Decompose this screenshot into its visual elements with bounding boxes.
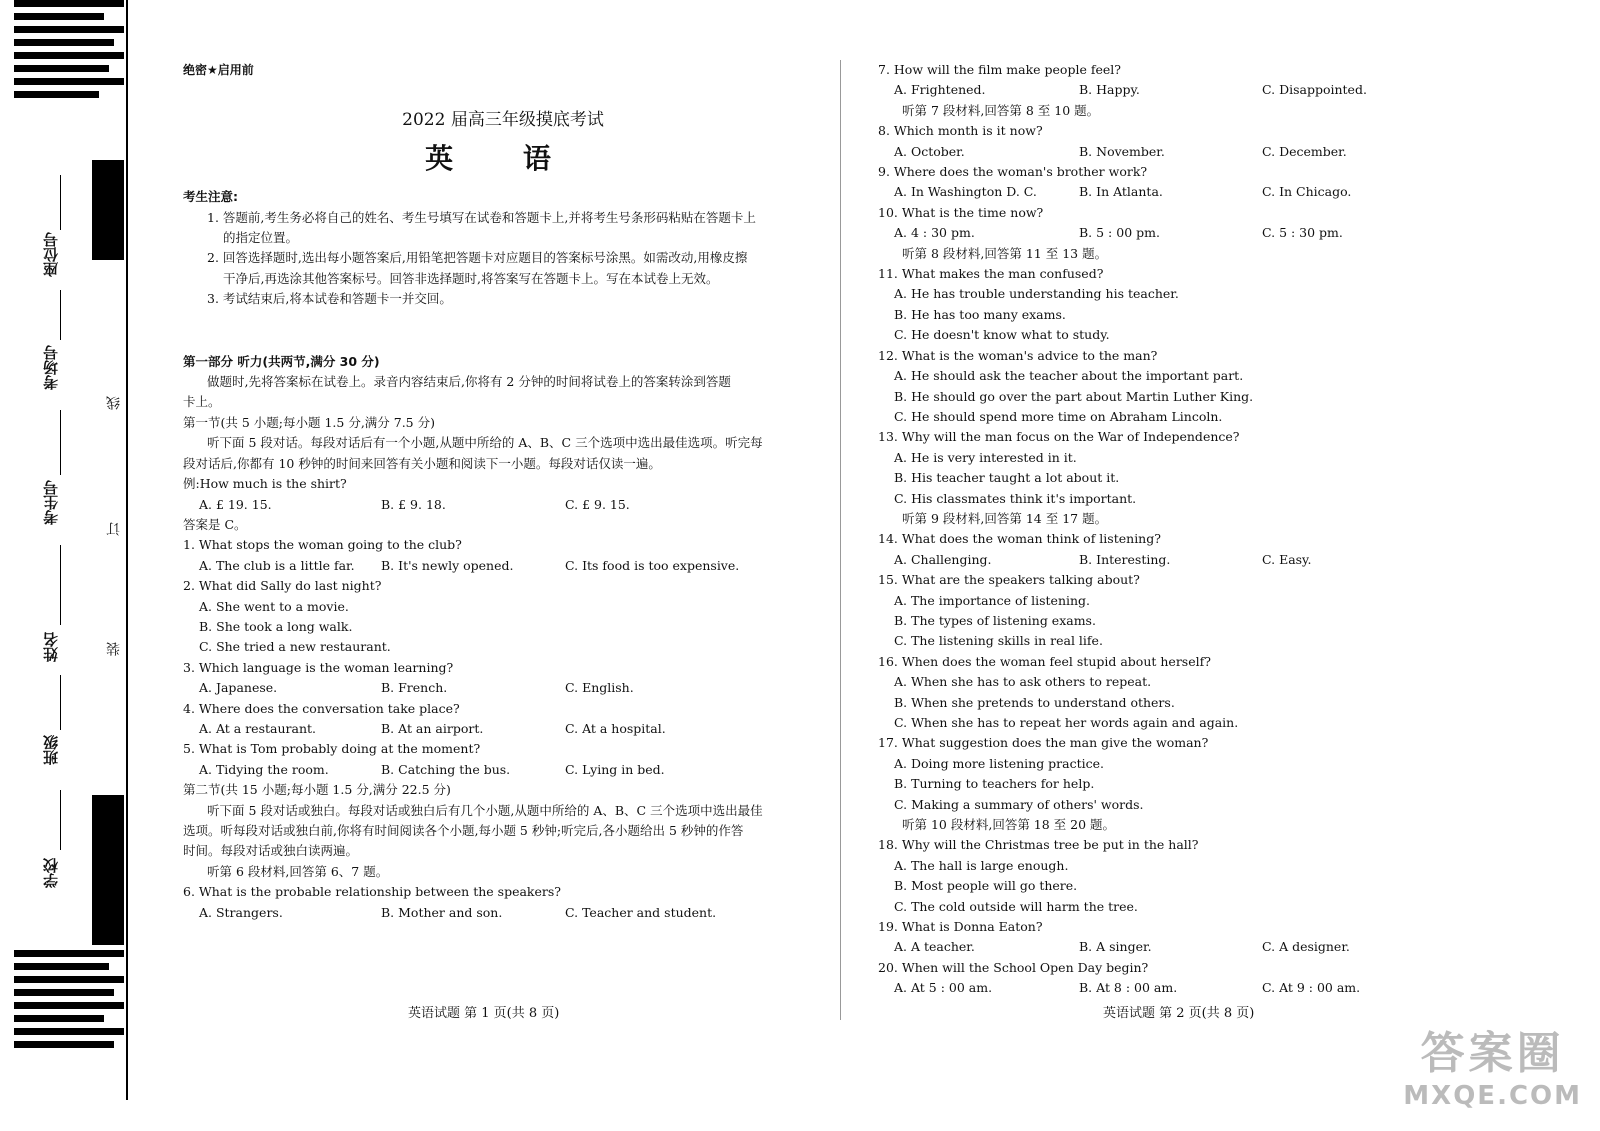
- option: B. Happy.: [1079, 82, 1140, 98]
- sec1-desc: 段对话后,你都有 10 秒钟的时间来回答有关小题和阅读下一小题。每段对话仅读一遍。: [183, 455, 661, 471]
- label-name: 姓名: [42, 632, 60, 662]
- part1-heading: 第一部分 听力(共两节,满分 30 分): [183, 353, 380, 369]
- option: C. Teacher and student.: [565, 904, 717, 920]
- cut-mark-ding: 订: [106, 522, 122, 536]
- option: B. French.: [381, 680, 448, 696]
- option: C. Disappointed.: [1262, 82, 1367, 98]
- watermark-logo: [1403, 1017, 1582, 1111]
- option: A. She went to a movie.: [199, 598, 349, 614]
- option: B. He should go over the part about Martin Luther King.: [894, 388, 1254, 404]
- option: B. He has too many exams.: [894, 306, 1066, 322]
- example-answer: 答案是 C。: [183, 516, 247, 532]
- material-10: 听第 10 段材料,回答第 18 至 20 题。: [902, 817, 1116, 833]
- notice-title: 考生注意:: [183, 189, 238, 205]
- option: A. The hall is large enough.: [894, 857, 1069, 873]
- question-9: 9. Where does the woman's brother work?: [878, 164, 1148, 180]
- question-6-options: [183, 903, 823, 923]
- exam-title: 2022 届高三年级摸底考试: [402, 110, 604, 131]
- question-19: 19. What is Donna Eaton?: [878, 919, 1043, 935]
- option: C. English.: [565, 680, 634, 696]
- option: C. Easy.: [1262, 551, 1312, 567]
- question-5-options: [183, 760, 823, 780]
- option: B. In Atlanta.: [1079, 184, 1163, 200]
- barcode-bottom: [14, 950, 124, 1054]
- option: A. The importance of listening.: [894, 592, 1091, 608]
- question-14: 14. What does the woman think of listening?: [878, 531, 1161, 547]
- question-13: 13. Why will the man focus on the War of Independence?: [878, 429, 1240, 445]
- option: C. He doesn't know what to study.: [894, 327, 1110, 343]
- question-3: 3. Which language is the woman learning?: [183, 659, 454, 675]
- option: A. 4 : 30 pm.: [894, 225, 975, 241]
- watermark-text: 答案圈: [1420, 1028, 1565, 1079]
- option: A. When she has to ask others to repeat.: [894, 674, 1152, 690]
- option: C. Lying in bed.: [565, 761, 665, 777]
- seat-line: [60, 175, 61, 230]
- question-17: 17. What suggestion does the man give the woman?: [878, 735, 1209, 751]
- option: B. Catching the bus.: [381, 761, 511, 777]
- option: A. At a restaurant.: [199, 720, 316, 736]
- question-9-options: [878, 182, 1528, 202]
- option: A. Frightened.: [894, 82, 986, 98]
- material-6: 听第 6 段材料,回答第 6、7 题。: [207, 863, 389, 879]
- question-4-options: [183, 719, 823, 739]
- material-8: 听第 8 段材料,回答第 11 至 13 题。: [902, 245, 1108, 261]
- question-16: 16. When does the woman feel stupid about herself?: [878, 653, 1211, 669]
- examno-line: [60, 410, 61, 475]
- question-7-options: [878, 80, 1528, 100]
- option: B. His teacher taught a lot about it.: [894, 470, 1120, 486]
- question-4: 4. Where does the conversation take place?: [183, 700, 460, 716]
- binding-strip: [0, 0, 128, 1100]
- option: A. October.: [894, 143, 965, 159]
- school-line: [60, 790, 61, 850]
- label-school: 学校: [42, 858, 60, 888]
- option: B. 5 : 00 pm.: [1079, 225, 1160, 241]
- room-line: [60, 290, 61, 340]
- name-line: [60, 545, 61, 625]
- question-19-options: [878, 937, 1528, 957]
- question-8-options: [878, 142, 1528, 162]
- option: B. At 8 : 00 am.: [1079, 980, 1178, 996]
- option: B. At an airport.: [381, 720, 484, 736]
- option: C. The cold outside will harm the tree.: [894, 898, 1138, 914]
- question-1: 1. What stops the woman going to the club?: [183, 537, 462, 553]
- option: A. Japanese.: [199, 680, 278, 696]
- label-room: 考场号: [42, 345, 60, 390]
- question-11: 11. What makes the man confused?: [878, 266, 1104, 282]
- option: B. When she pretends to understand others.: [894, 694, 1175, 710]
- option: B. Turning to teachers for help.: [894, 776, 1095, 792]
- binding-cut-line: [126, 0, 128, 1100]
- sec2-desc: 选项。听每段对话或独白前,你将有时间阅读各个小题,每小题 5 秒钟;听完后,各小题给出 5 秒钟的作答: [183, 823, 744, 838]
- sec2-desc: 听下面 5 段对话或独白。每段对话或独白后有几个小题,从题中所给的 A、B、C 三个选项中选出最佳: [207, 802, 763, 818]
- option: C. When she has to repeat her words again and again.: [894, 715, 1239, 730]
- label-seat: 座位号: [42, 232, 60, 277]
- question-20-options: [878, 978, 1528, 998]
- notice-line: 干净后,再选涂其他答案标号。回答非选择题时,将答案写在答题卡上。写在本试卷上无效。: [223, 270, 719, 286]
- option: A. He is very interested in it.: [894, 449, 1077, 465]
- option: C. At 9 : 00 am.: [1262, 980, 1361, 996]
- option: A. In Washington D. C.: [894, 184, 1037, 200]
- option: C. His classmates think it's important.: [894, 490, 1137, 506]
- option: C. He should spend more time on Abraham Lincoln.: [894, 408, 1223, 424]
- option: B. A singer.: [1079, 939, 1152, 955]
- option: B. Mother and son.: [381, 904, 503, 920]
- material-7: 听第 7 段材料,回答第 8 至 10 题。: [902, 102, 1100, 118]
- sec1-heading: 第一节(共 5 小题;每小题 1.5 分,满分 7.5 分): [183, 414, 435, 430]
- label-class: 班级: [42, 735, 60, 765]
- question-3-options: [183, 678, 823, 698]
- option: A. A teacher.: [894, 939, 975, 955]
- question-12: 12. What is the woman's advice to the man?: [878, 347, 1158, 363]
- example-options: [183, 495, 823, 515]
- option: C. A designer.: [1262, 939, 1350, 955]
- option: A. At 5 : 00 am.: [894, 980, 993, 996]
- notice-line: 2. 回答选择题时,选出每小题答案后,用铅笔把答题卡对应题目的答案标号涂黑。如需改动,用橡皮擦: [207, 250, 748, 266]
- question-15: 15. What are the speakers talking about?: [878, 572, 1140, 588]
- option: C. Its food is too expensive.: [565, 557, 740, 573]
- page-1: [183, 60, 823, 923]
- option: C. December.: [1262, 143, 1347, 159]
- subject-title: 英 语: [425, 141, 581, 175]
- question-1-options: [183, 556, 823, 576]
- part1-desc: 做题时,先将答案标在试卷上。录音内容结束后,你将有 2 分钟的时间将试卷上的答案转涂到答题: [207, 374, 731, 390]
- sec1-desc: 听下面 5 段对话。每段对话后有一个小题,从题中所给的 A、B、C 三个选项中选出最佳选项。听完每: [207, 435, 763, 451]
- cut-mark-xian: 线: [106, 396, 122, 410]
- option: B. Most people will go there.: [894, 878, 1078, 894]
- page-divider: [840, 60, 841, 1020]
- option: A. Tidying the room.: [199, 761, 329, 777]
- option: B. November.: [1079, 143, 1165, 159]
- option: A. He has trouble understanding his teacher.: [894, 286, 1179, 302]
- question-20: 20. When will the School Open Day begin?: [878, 959, 1149, 975]
- option: A. Challenging.: [894, 551, 992, 567]
- option: C. She tried a new restaurant.: [199, 639, 391, 655]
- sec2-heading: 第二节(共 15 小题;每小题 1.5 分,满分 22.5 分): [183, 782, 451, 798]
- question-10-options: [878, 223, 1528, 243]
- question-5: 5. What is Tom probably doing at the moment?: [183, 741, 481, 757]
- option: A. £ 19. 15.: [199, 496, 272, 512]
- option: C. At a hospital.: [565, 720, 666, 736]
- question-18: 18. Why will the Christmas tree be put in the hall?: [878, 837, 1199, 853]
- watermark-url: MXQE.COM: [1403, 1081, 1582, 1111]
- option: B. Interesting.: [1079, 551, 1171, 567]
- confidential-label: 绝密★启用前: [183, 63, 254, 77]
- option: B. It's newly opened.: [381, 557, 514, 573]
- option: C. 5 : 30 pm.: [1262, 225, 1343, 241]
- cut-mark-zhuang: 装: [106, 642, 122, 656]
- example-question: 例:How much is the shirt?: [183, 476, 347, 492]
- option: A. Strangers.: [199, 904, 283, 920]
- material-9: 听第 9 段材料,回答第 14 至 17 题。: [902, 510, 1108, 526]
- option: C. The listening skills in real life.: [894, 633, 1103, 649]
- question-10: 10. What is the time now?: [878, 204, 1044, 220]
- option: A. Doing more listening practice.: [894, 755, 1104, 771]
- part1-desc: 卡上。: [183, 394, 221, 410]
- notice-line: 的指定位置。: [223, 230, 299, 246]
- notice-line: 3. 考试结束后,将本试卷和答题卡一并交回。: [207, 291, 452, 307]
- page-2-footer: 英语试题 第 2 页(共 8 页): [1103, 1006, 1255, 1021]
- option: A. He should ask the teacher about the important part.: [894, 368, 1244, 384]
- question-8: 8. Which month is it now?: [878, 123, 1043, 139]
- page-1-footer: 英语试题 第 1 页(共 8 页): [408, 1006, 560, 1021]
- option: C. £ 9. 15.: [565, 496, 630, 512]
- question-2: 2. What did Sally do last night?: [183, 578, 382, 594]
- class-line: [60, 675, 61, 730]
- option: B. The types of listening exams.: [894, 612, 1096, 628]
- option: B. She took a long walk.: [199, 618, 353, 634]
- page-2: [878, 60, 1528, 999]
- barcode-side: [92, 160, 124, 266]
- option: A. The club is a little far.: [199, 557, 355, 573]
- question-14-options: [878, 550, 1528, 570]
- question-7: 7. How will the film make people feel?: [878, 62, 1121, 77]
- option: B. £ 9. 18.: [381, 496, 446, 512]
- barcode-side-lower: [92, 795, 124, 951]
- question-6: 6. What is the probable relationship between the speakers?: [183, 884, 561, 900]
- barcode-top: [14, 0, 124, 104]
- label-examno: 考生号: [42, 480, 60, 525]
- notice-line: 1. 答题前,考生务必将自己的姓名、考生号填写在试卷和答题卡上,并将考生号条形码粘贴在答题卡上: [207, 209, 756, 225]
- sec2-desc: 时间。每段对话或独白读两遍。: [183, 843, 359, 859]
- option: C. Making a summary of others' words.: [894, 796, 1144, 812]
- option: C. In Chicago.: [1262, 184, 1352, 200]
